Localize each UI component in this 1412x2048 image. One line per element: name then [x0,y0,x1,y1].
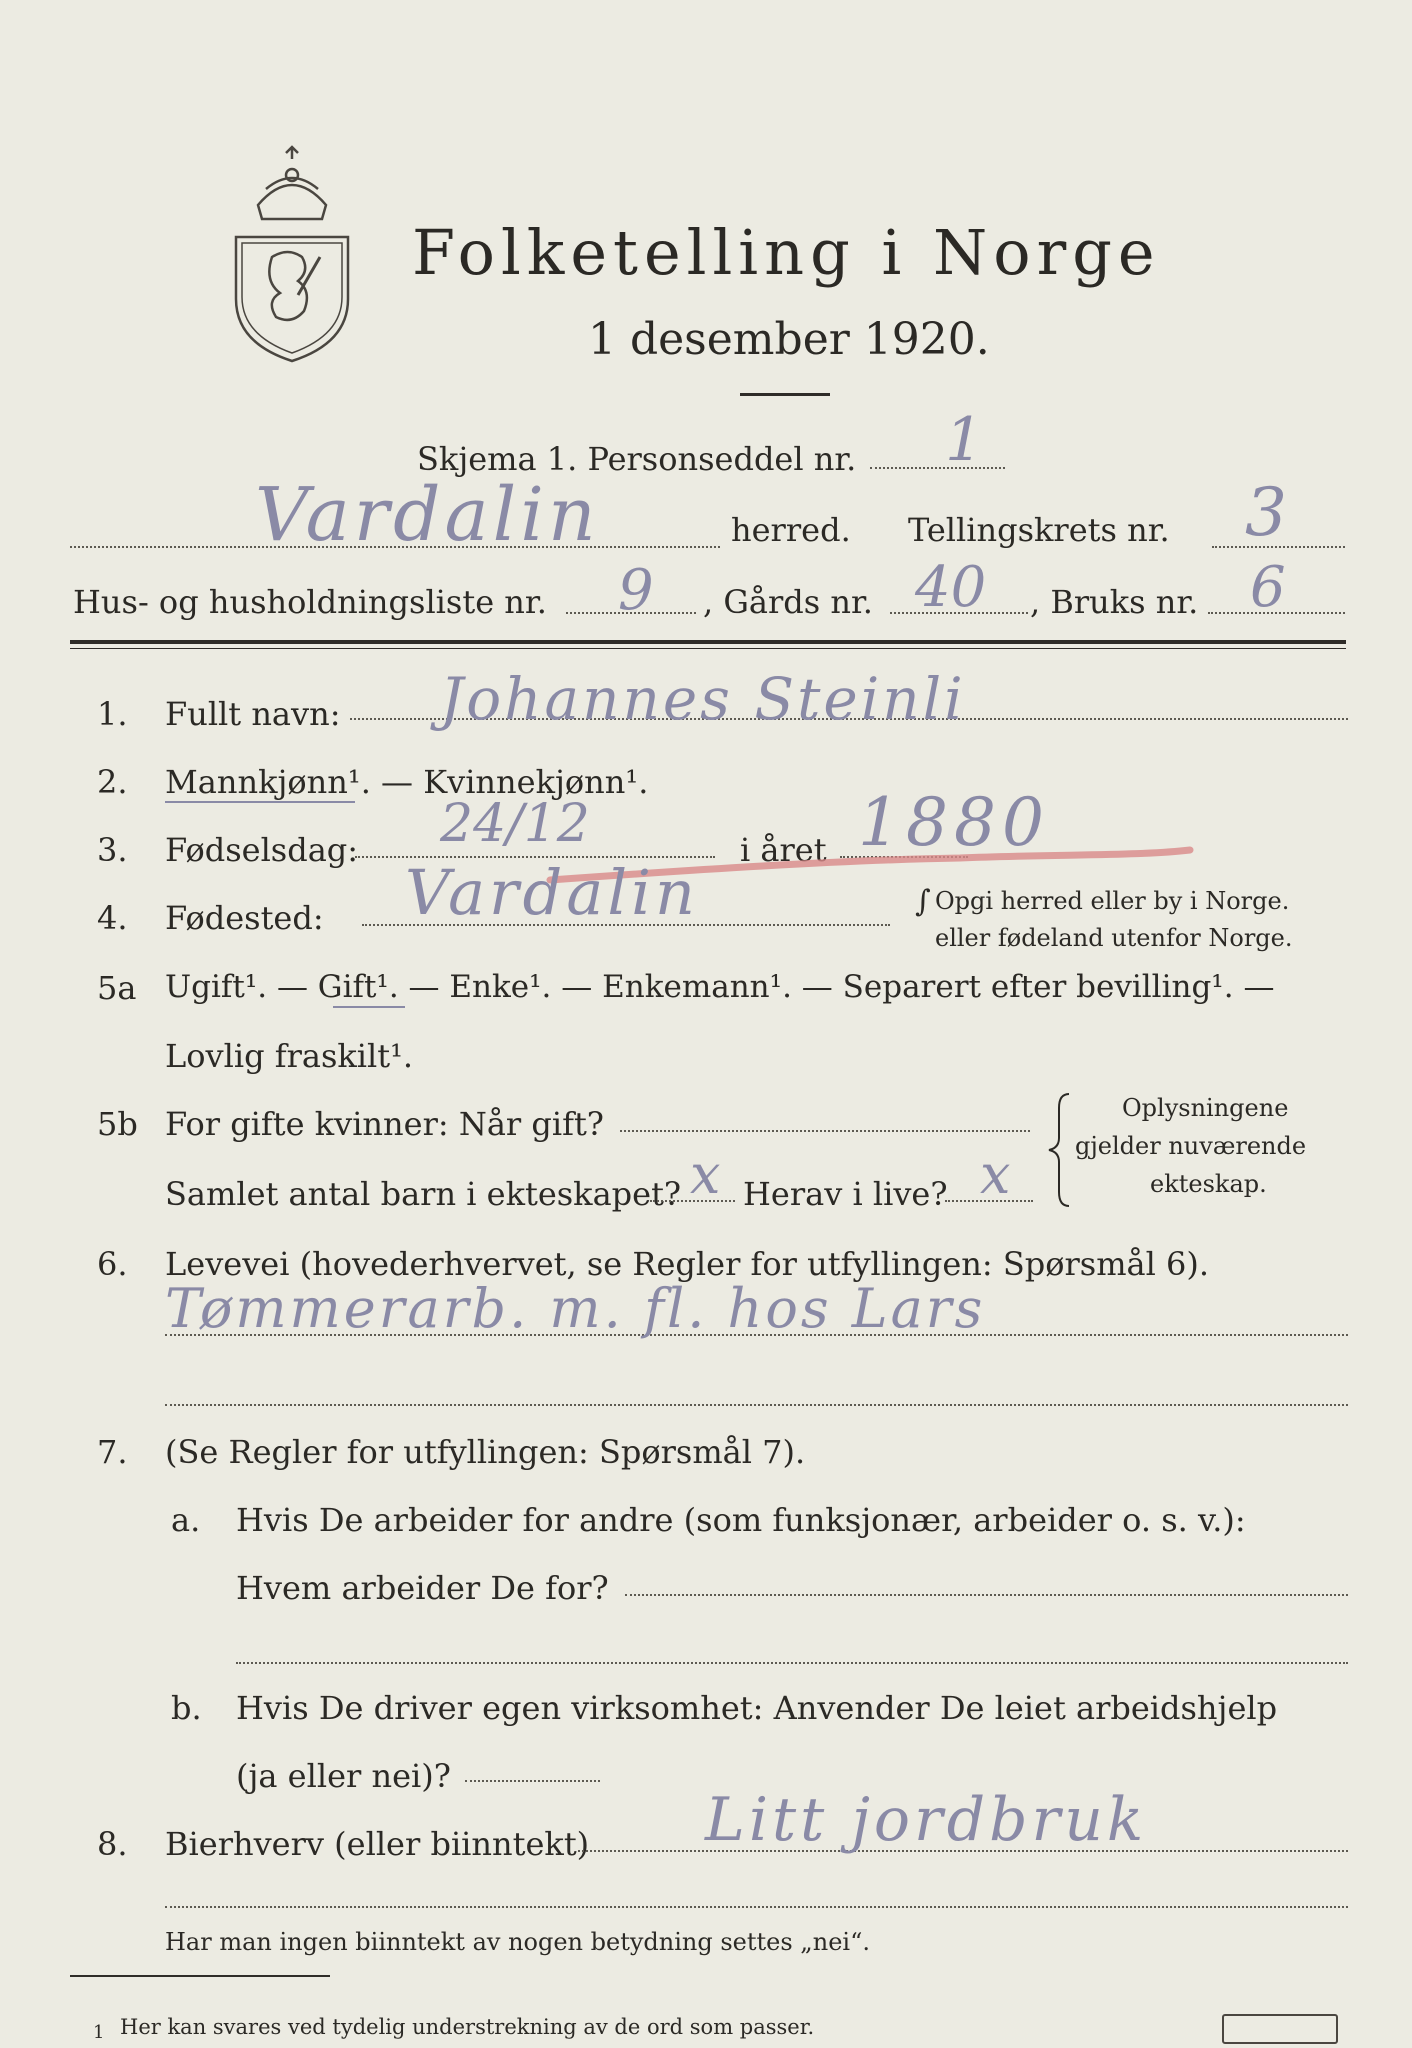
q7a-line1: Hvis De arbeider for andre (som funksjonær, arbeider o. s. v.): [236,1501,1246,1539]
q7a-field-line2 [236,1662,1348,1664]
q6-occupation-value: Tømmerarb. m. fl. hos Lars [165,1277,986,1340]
herred-value: Vardalin [255,472,600,558]
q4-number: 4. [97,899,128,937]
q5b-note3: ekteskap. [1150,1170,1267,1198]
q3-birthday-value: 24/12 [440,794,590,854]
husholdningsliste-value: 9 [618,558,654,623]
q1-fullname-value: Johannes Steinli [440,665,966,733]
q2-number: 2. [97,763,128,801]
q5b-number: 5b [97,1105,138,1143]
q6-number: 6. [97,1245,128,1283]
q1-label: Fullt navn: [165,695,341,733]
header-rule-thin [70,648,1346,649]
q5b-married-field-line [620,1130,1030,1132]
q7a-field-line1 [625,1594,1348,1596]
q7-label: (Se Regler for utfyllingen: Spørsmål 7). [165,1433,806,1471]
q5a-line1: Ugift¹. — Gift¹. — Enke¹. — Enkemann¹. — Separert efter bevilling¹. — [165,969,1275,1005]
q8-label: Bierhverv (eller biinntekt) [165,1825,590,1863]
q5b-label1: For gifte kvinner: Når gift? [165,1105,604,1143]
q8-field-line2 [165,1906,1348,1908]
bruks-value: 6 [1250,555,1286,620]
q5b-label3: Herav i live? [743,1175,948,1213]
q5b-barn-value: x [690,1143,721,1206]
q3-year-label: i året [740,831,827,869]
q3-label: Fødselsdag: [165,831,359,869]
skjema-field-line [870,467,1005,469]
title-divider [740,393,830,396]
skjema-label: Skjema 1. Personseddel nr. [417,440,857,478]
q5b-note1: Oplysningene [1122,1094,1289,1122]
form-date: 1 desember 1920. [588,314,990,365]
q5a-gift-underline [333,1006,405,1008]
bruks-label: , Bruks nr. [1030,583,1199,621]
q6-field-line2 [165,1404,1348,1406]
q5b-ilive-value: x [980,1143,1011,1206]
q7-number: 7. [97,1433,128,1471]
q7a-line2: Hvem arbeider De for? [236,1569,609,1607]
hus-label: Hus- og husholdningsliste nr. [73,583,547,621]
herred-label: herred. [731,511,851,549]
q6-label: Levevei (hovederhvervet, se Regler for utfyllingen: Spørsmål 6). [165,1245,1210,1283]
q7b-line2: (ja eller nei)? [236,1757,451,1795]
q4-note-line2: eller fødeland utenfor Norge. [935,924,1293,952]
header-rule-thick [70,640,1346,644]
q5a-line2: Lovlig fraskilt¹. [165,1037,414,1075]
q5b-note2: gjelder nuværende [1075,1132,1307,1160]
q4-brace: ∫ [915,884,931,919]
printer-stamp-icon [1222,2014,1338,2044]
q4-birthplace-value: Vardalin [405,856,699,929]
gards-value: 40 [915,555,987,620]
tellingskrets-label: Tellingskrets nr. [908,511,1170,549]
coat-of-arms-icon [228,145,356,363]
q7b-line1: Hvis De driver egen virksomhet: Anvender De leiet arbeidshjelp [236,1689,1278,1727]
q5b-label2: Samlet antal barn i ekteskapet? [165,1175,682,1213]
q1-number: 1. [97,695,128,733]
q8-number: 8. [97,1825,128,1863]
q7b-field-line [465,1780,600,1782]
q4-label: Fødested: [165,899,324,937]
footnote-number: 1 [93,2022,105,2043]
q3-number: 3. [97,831,128,869]
q5a-number: 5a [97,969,137,1007]
footer-rule [70,1975,330,1977]
footnote-text: Her kan svares ved tydelig understrekning av de ord som passer. [120,2015,815,2039]
q8-sideincome-value: Litt jordbruk [705,1785,1148,1855]
personseddel-number-value: 1 [945,405,984,475]
tellingskrets-value: 3 [1245,474,1287,551]
gards-label: , Gårds nr. [703,583,873,621]
q2-mannkjonn-underline [165,801,355,803]
q2-gender-options: Mannkjønn¹. — Kvinnekjønn¹. [165,763,649,801]
form-title: Folketelling i Norge [412,216,1161,289]
q4-note-line1: Opgi herred eller by i Norge. [935,887,1290,915]
q7a-letter: a. [171,1501,201,1539]
q5b-brace [1045,1090,1075,1210]
q3-year-value: 1880 [858,784,1050,861]
footer-note: Har man ingen biinntekt av nogen betydning settes „nei“. [165,1928,870,1956]
q7b-letter: b. [171,1689,202,1727]
